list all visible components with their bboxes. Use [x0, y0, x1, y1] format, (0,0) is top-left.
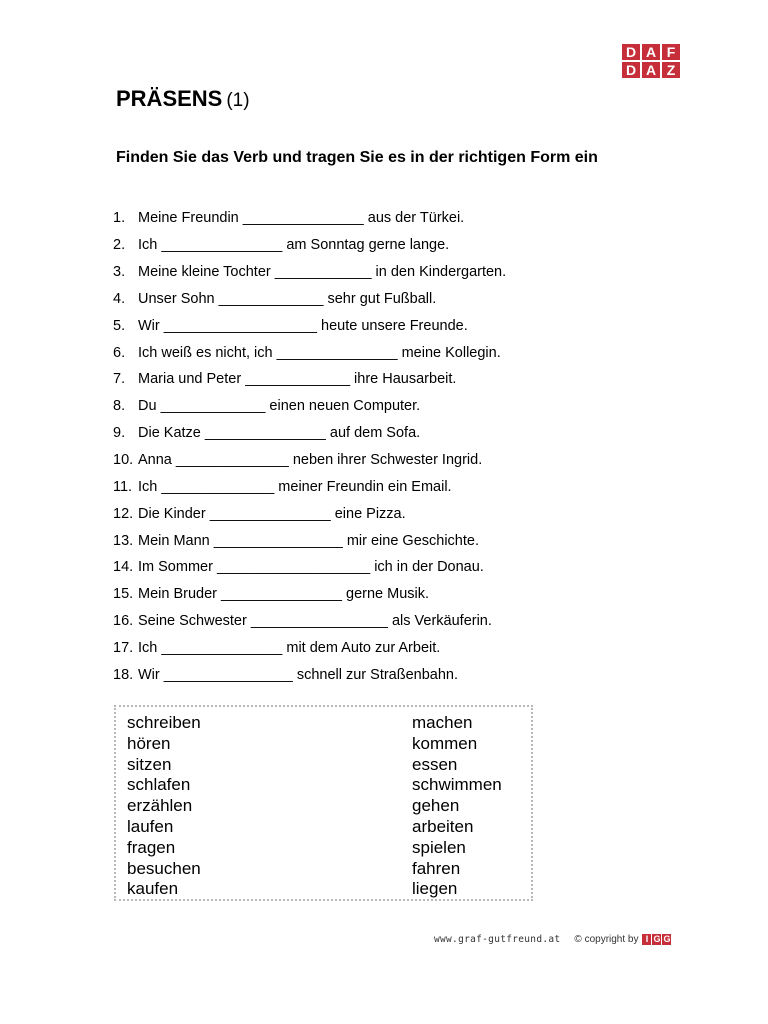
exercise-item	[113, 554, 506, 581]
logo-letter: A	[642, 44, 660, 60]
exercise-sentence: Meine kleine Tochter ____________ in den Kindergarten.	[138, 264, 507, 281]
igg-letter: G	[653, 934, 661, 944]
footer-url: www.graf-gutfreund.at	[434, 934, 561, 945]
verb-word: erzählen	[127, 796, 193, 816]
exercise-number: 14.	[113, 559, 134, 576]
exercise-number: 3.	[113, 264, 126, 281]
exercise-sentence: Wir ________________ schnell zur Straßenbahn.	[138, 666, 459, 683]
footer-copyright: © copyright by	[574, 934, 639, 945]
exercise-sentence: Mein Mann ________________ mir eine Geschichte.	[138, 532, 479, 549]
verb-word: spielen	[412, 837, 466, 857]
exercise-sentence: Maria und Peter _____________ ihre Hausarbeit.	[138, 371, 457, 388]
exercise-number: 16.	[113, 613, 134, 630]
verb-word: schreiben	[127, 713, 201, 732]
exercise-item	[113, 661, 506, 688]
exercise-number: 1.	[113, 210, 126, 227]
exercise-item	[113, 393, 506, 420]
word-box	[114, 705, 533, 901]
verb-word: schlafen	[127, 775, 191, 795]
exercise-number: 7.	[113, 371, 126, 388]
verb-word: gehen	[412, 796, 460, 816]
exercise-sentence: Anna ______________ neben ihrer Schwester Ingrid.	[138, 452, 483, 469]
verb-word: kaufen	[127, 879, 179, 899]
exercise-sentence: Wir ___________________ heute unsere Freunde.	[138, 317, 468, 334]
igg-logo	[642, 934, 671, 945]
logo-letter: Z	[662, 62, 680, 78]
exercise-item	[113, 366, 506, 393]
exercise-number: 18.	[113, 666, 134, 683]
exercise-item	[113, 259, 506, 286]
verb-word: arbeiten	[412, 816, 474, 836]
exercise-number: 12.	[113, 505, 134, 522]
exercise-sentence: Meine Freundin _______________ aus der Türkei.	[138, 210, 465, 227]
dafdaz-logo	[622, 44, 680, 78]
exercise-item	[113, 500, 506, 527]
verb-word: sitzen	[127, 754, 172, 774]
exercise-number: 8.	[113, 398, 126, 415]
exercise-sentence: Ich _______________ am Sonntag gerne lange.	[138, 237, 450, 254]
igg-letter: I	[642, 934, 651, 945]
title-number: (1)	[226, 90, 250, 111]
exercise-number: 17.	[113, 639, 134, 656]
exercise-item	[113, 232, 506, 259]
exercise-number: 15.	[113, 586, 134, 603]
exercise-item	[113, 581, 506, 608]
exercise-sentence: Mein Bruder _______________ gerne Musik.	[138, 586, 430, 603]
verb-word: fragen	[127, 837, 176, 857]
exercise-sentence: Ich ______________ meiner Freundin ein Email.	[138, 478, 452, 495]
footer	[434, 934, 671, 945]
verb-word: fahren	[412, 858, 461, 878]
logo-letter: D	[622, 44, 640, 60]
exercise-number: 9.	[113, 425, 126, 442]
exercise-item	[113, 339, 506, 366]
exercise-number: 10.	[113, 452, 134, 469]
verb-word: schwimmen	[412, 775, 502, 795]
page-title	[116, 86, 250, 112]
igg-letter: G	[663, 934, 671, 944]
exercise-number: 2.	[113, 237, 126, 254]
exercise-number: 5.	[113, 317, 126, 334]
exercise-sentence: Im Sommer ___________________ ich in der Donau.	[138, 559, 484, 576]
logo-letter: F	[662, 44, 680, 60]
exercise-list	[113, 205, 506, 688]
exercise-item	[113, 635, 506, 662]
verb-word: kommen	[412, 733, 478, 753]
verb-word: liegen	[412, 879, 458, 899]
exercise-item	[113, 608, 506, 635]
word-column-left	[127, 713, 201, 900]
exercise-sentence: Ich weiß es nicht, ich _______________ meine Kollegin.	[138, 344, 501, 361]
word-column-right	[412, 713, 502, 900]
logo-letter: D	[622, 62, 640, 78]
exercise-number: 13.	[113, 532, 134, 549]
exercise-sentence: Ich _______________ mit dem Auto zur Arbeit.	[138, 639, 441, 656]
exercise-sentence: Unser Sohn _____________ sehr gut Fußball.	[138, 290, 437, 307]
exercise-item	[113, 527, 506, 554]
instruction: Finden Sie das Verb und tragen Sie es in der richtigen Form ein	[116, 149, 598, 166]
verb-word: laufen	[127, 816, 174, 836]
verb-word: hören	[127, 733, 171, 753]
exercise-item	[113, 312, 506, 339]
exercise-item	[113, 420, 506, 447]
exercise-sentence: Die Kinder _______________ eine Pizza.	[138, 505, 406, 522]
title-text: PRÄSENS	[116, 86, 223, 111]
exercise-sentence: Du _____________ einen neuen Computer.	[138, 398, 421, 415]
verb-word: besuchen	[127, 858, 201, 878]
logo-letter: A	[642, 62, 660, 78]
exercise-sentence: Die Katze _______________ auf dem Sofa.	[138, 425, 421, 442]
verb-word: essen	[412, 754, 458, 774]
exercise-number: 6.	[113, 344, 126, 361]
exercise-item	[113, 473, 506, 500]
verb-word: machen	[412, 713, 473, 732]
exercise-number: 11.	[113, 478, 133, 495]
exercise-number: 4.	[113, 290, 126, 307]
exercise-item	[113, 447, 506, 474]
exercise-sentence: Seine Schwester _________________ als Verkäuferin.	[138, 613, 492, 630]
exercise-item	[113, 286, 506, 313]
exercise-item	[113, 205, 506, 232]
